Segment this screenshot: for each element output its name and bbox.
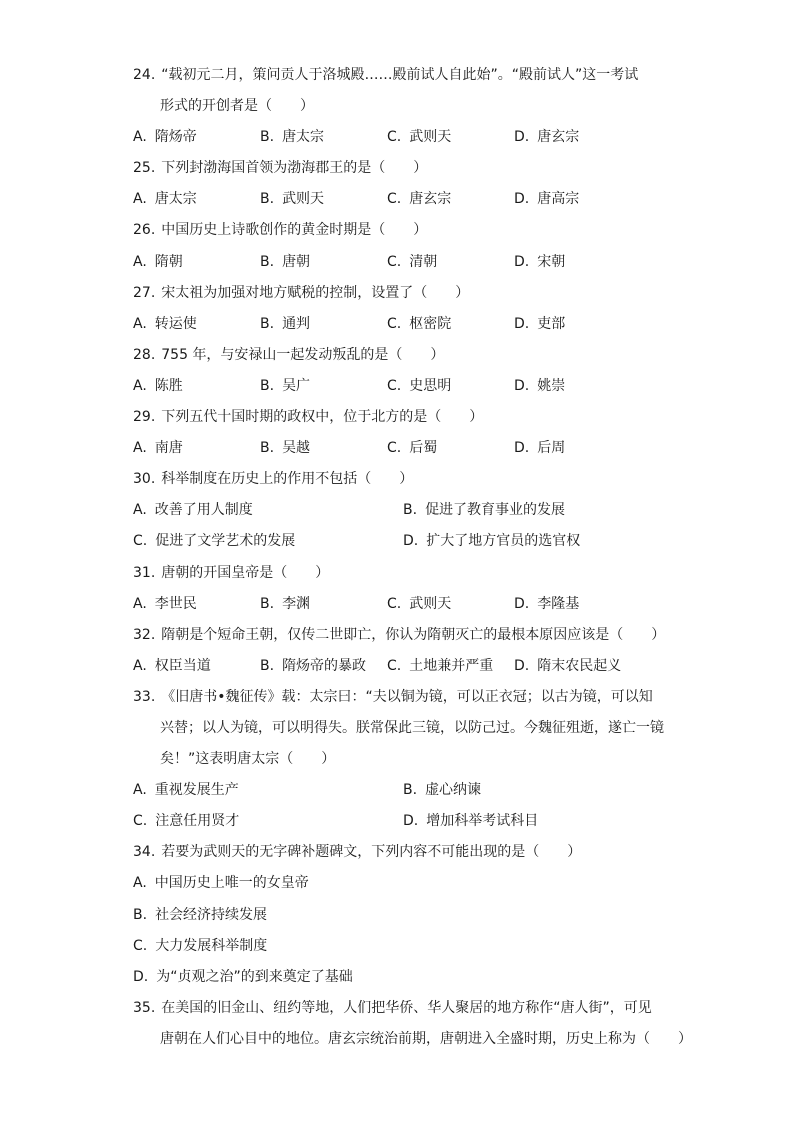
option-text: 唐朝 [282, 253, 311, 270]
option-letter: B. [260, 191, 275, 208]
option-letter: A. [133, 595, 147, 612]
answer-option [133, 526, 403, 557]
option-text: 武则天 [409, 595, 452, 612]
question-stem [133, 620, 673, 651]
answer-option [514, 309, 641, 340]
option-letter: C. [387, 129, 402, 146]
option-text: 唐太宗 [282, 129, 325, 146]
question-text-line: 下列封渤海国首领为渤海郡王的是（ ） [161, 160, 428, 177]
question-stem [133, 340, 673, 371]
answer-option [133, 371, 260, 402]
option-letter: A. [133, 782, 147, 799]
options-row [133, 122, 673, 153]
question-block [133, 682, 673, 837]
question-number: 27. [133, 284, 156, 301]
answer-option [514, 122, 641, 153]
question-text-line: “载初元二月，策问贡人于洛城殿……殿前试人自此始”。“殿前试人”这一考试 [161, 67, 639, 83]
option-text: 中国历史上唯一的女皇帝 [154, 875, 309, 892]
option-text: 唐太宗 [154, 191, 197, 208]
answer-option [133, 962, 673, 993]
option-letter: A. [133, 657, 147, 674]
answer-option [133, 900, 673, 931]
question-text-line: 形式的开创者是（ ） [160, 98, 314, 115]
option-letter: B. [260, 129, 275, 146]
answer-option [387, 122, 514, 153]
option-text: 土地兼并严重 [409, 657, 494, 674]
option-letter: C. [387, 657, 402, 674]
answer-option [133, 651, 260, 682]
question-stem [133, 60, 673, 91]
option-letter: A. [133, 502, 147, 519]
options-row [133, 495, 673, 526]
question-text-line: 下列五代十国时期的政权中，位于北方的是（ ） [161, 409, 484, 426]
option-text: 吴广 [282, 377, 311, 394]
answer-option [387, 433, 514, 464]
answer-option [133, 589, 260, 620]
options-row [133, 900, 673, 931]
option-letter: B. [260, 657, 275, 674]
answer-option [514, 589, 641, 620]
question-block [133, 464, 673, 557]
option-letter: B. [403, 502, 418, 519]
option-letter: A. [133, 315, 147, 332]
option-letter: C. [387, 440, 402, 457]
option-letter: C. [387, 253, 402, 270]
exam-page [133, 60, 692, 1055]
answer-option [260, 309, 387, 340]
option-text: 促进了文学艺术的发展 [155, 533, 296, 550]
answer-option [514, 371, 641, 402]
option-text: 转运使 [154, 315, 197, 332]
question-text-line: 唐朝在人们心目中的地位。唐玄宗统治前期，唐朝进入全盛时期，历史上称为（ ） [160, 1030, 692, 1047]
option-letter: B. [260, 440, 275, 457]
question-stem [133, 993, 673, 1024]
options-row [133, 651, 673, 682]
answer-option [133, 775, 403, 806]
option-letter: D. [514, 377, 530, 394]
answer-option [403, 495, 673, 526]
option-letter: A. [133, 253, 147, 270]
option-letter: D. [514, 191, 530, 208]
answer-option [133, 868, 673, 899]
question-number: 25. [133, 160, 156, 177]
option-text: 增加科举考试科目 [426, 813, 539, 830]
option-letter: D. [514, 129, 530, 146]
option-letter: A. [133, 377, 147, 394]
answer-option [260, 371, 387, 402]
question-block [133, 558, 673, 620]
question-block [133, 278, 673, 340]
question-number: 31. [133, 564, 156, 581]
option-text: 隋末农民起义 [537, 657, 622, 674]
option-text: 通判 [282, 315, 311, 332]
options-row [133, 868, 673, 899]
options-row [133, 931, 673, 962]
answer-option [133, 495, 403, 526]
question-text-line: 755 年，与安禄山一起发动叛乱的是（ ） [161, 346, 445, 363]
option-letter: C. [387, 377, 402, 394]
option-text: 李隆基 [537, 595, 580, 612]
answer-option [260, 589, 387, 620]
question-number: 30. [133, 471, 156, 488]
answer-option [403, 775, 673, 806]
option-letter: D. [514, 595, 530, 612]
question-number: 32. [133, 626, 156, 643]
question-number: 26. [133, 222, 156, 239]
option-text: 促进了教育事业的发展 [425, 502, 566, 519]
option-letter: C. [387, 191, 402, 208]
option-text: 姚崇 [537, 377, 566, 394]
option-text: 武则天 [282, 191, 325, 208]
question-block [133, 993, 692, 1055]
option-text: 唐高宗 [537, 191, 580, 208]
question-number: 29. [133, 409, 156, 426]
question-number: 35. [133, 999, 156, 1016]
option-letter: C. [387, 595, 402, 612]
question-number: 28. [133, 346, 156, 363]
answer-option [133, 433, 260, 464]
option-text: 注意任用贤才 [155, 813, 240, 830]
option-letter: D. [514, 315, 530, 332]
question-text-line: 隋朝是个短命王朝，仅传二世即亡，你认为隋朝灭亡的最根本原因应该是（ ） [161, 626, 666, 643]
answer-option [133, 184, 260, 215]
option-text: 虚心纳谏 [425, 782, 482, 799]
question-stem [133, 682, 673, 713]
option-letter: B. [133, 906, 148, 923]
option-text: 隋炀帝 [154, 129, 197, 146]
option-text: 唐玄宗 [537, 129, 580, 146]
option-text: 宋朝 [537, 253, 566, 270]
option-letter: C. [133, 533, 148, 550]
option-letter: B. [403, 782, 418, 799]
options-row [133, 962, 673, 993]
answer-option [387, 371, 514, 402]
question-text-line: 矣！”这表明唐太宗（ ） [160, 751, 336, 768]
answer-option [133, 931, 673, 962]
option-text: 唐玄宗 [409, 191, 452, 208]
option-text: 重视发展生产 [154, 782, 239, 799]
answer-option [260, 184, 387, 215]
question-text-line: 《旧唐书•魏征传》载：太宗曰：“夫以铜为镜，可以正衣冠；以古为镜，可以知 [161, 688, 653, 705]
option-letter: B. [260, 377, 275, 394]
question-text-line: 中国历史上诗歌创作的黄金时期是（ ） [161, 222, 428, 239]
question-stem [133, 278, 673, 309]
option-text: 隋炀帝的暴政 [282, 657, 367, 674]
option-letter: A. [133, 875, 147, 892]
question-stem [133, 215, 673, 246]
question-text-line: 宋太祖为加强对地方赋税的控制，设置了（ ） [161, 284, 470, 301]
question-block [133, 620, 673, 682]
option-text: 南唐 [154, 440, 183, 457]
answer-option [403, 526, 673, 557]
option-letter: B. [260, 595, 275, 612]
options-row [133, 309, 673, 340]
options-row [133, 526, 673, 557]
options-row [133, 775, 673, 806]
option-text: 大力发展科举制度 [155, 937, 268, 954]
answer-option [514, 433, 641, 464]
option-text: 武则天 [409, 129, 452, 146]
option-text: 清朝 [409, 253, 438, 270]
question-block [133, 340, 673, 402]
option-letter: A. [133, 191, 147, 208]
answer-option [514, 184, 641, 215]
answer-option [133, 806, 403, 837]
option-text: 扩大了地方官员的选官权 [426, 533, 581, 550]
option-text: 吏部 [537, 315, 566, 332]
option-text: 李世民 [154, 595, 197, 612]
answer-option [387, 589, 514, 620]
option-letter: C. [387, 315, 402, 332]
answer-option [514, 651, 641, 682]
answer-option [260, 122, 387, 153]
option-text: 社会经济持续发展 [155, 906, 268, 923]
option-text: 李渊 [282, 595, 311, 612]
answer-option [514, 247, 641, 278]
question-text-line: 在美国的旧金山、纽约等地，人们把华侨、华人聚居的地方称作“唐人街”，可见 [161, 999, 652, 1016]
option-letter: B. [260, 315, 275, 332]
option-letter: D. [403, 533, 419, 550]
option-letter: D. [514, 253, 530, 270]
option-letter: D. [133, 968, 149, 985]
answer-option [133, 247, 260, 278]
options-row [133, 433, 673, 464]
option-letter: C. [133, 937, 148, 954]
options-row [133, 806, 673, 837]
answer-option [387, 184, 514, 215]
answer-option [260, 247, 387, 278]
answer-option [387, 247, 514, 278]
option-text: 为“贞观之治”的到来奠定了基础 [156, 968, 353, 985]
question-text-line: 科举制度在历史上的作用不包括（ ） [161, 471, 414, 488]
answer-option [260, 651, 387, 682]
question-text-line: 唐朝的开国皇帝是（ ） [161, 564, 330, 581]
answer-option [133, 122, 260, 153]
answer-option [387, 651, 514, 682]
question-number: 24. [133, 67, 156, 83]
question-stem [133, 464, 673, 495]
option-text: 后周 [537, 440, 566, 457]
option-letter: B. [260, 253, 275, 270]
question-number: 34. [133, 844, 156, 861]
options-row [133, 247, 673, 278]
option-text: 吴越 [282, 440, 311, 457]
question-stem [133, 402, 673, 433]
option-text: 陈胜 [154, 377, 183, 394]
option-text: 史思明 [409, 377, 452, 394]
option-text: 隋朝 [154, 253, 183, 270]
question-block [133, 837, 673, 992]
option-letter: D. [514, 440, 530, 457]
question-block [133, 60, 673, 153]
option-letter: A. [133, 440, 147, 457]
answer-option [133, 309, 260, 340]
question-block [133, 402, 673, 464]
option-text: 权臣当道 [154, 657, 211, 674]
option-text: 枢密院 [409, 315, 452, 332]
option-letter: D. [403, 813, 419, 830]
question-number: 33. [133, 688, 156, 705]
answer-option [403, 806, 673, 837]
question-stem [133, 153, 673, 184]
option-text: 后蜀 [409, 440, 438, 457]
options-row [133, 589, 673, 620]
option-text: 改善了用人制度 [154, 502, 253, 519]
option-letter: C. [133, 813, 148, 830]
answer-option [260, 433, 387, 464]
question-stem [133, 837, 673, 868]
question-text-line: 兴替；以人为镜，可以明得失。朕常保此三镜，以防己过。今魏征殂逝，遂亡一镜 [160, 719, 664, 736]
options-row [133, 371, 673, 402]
question-text-line: 若要为武则天的无字碑补题碑文，下列内容不可能出现的是（ ） [161, 844, 582, 861]
question-block [133, 153, 673, 215]
answer-option [387, 309, 514, 340]
option-letter: D. [514, 657, 530, 674]
option-letter: A. [133, 129, 147, 146]
question-block [133, 215, 673, 277]
options-row [133, 184, 673, 215]
question-stem [133, 558, 673, 589]
